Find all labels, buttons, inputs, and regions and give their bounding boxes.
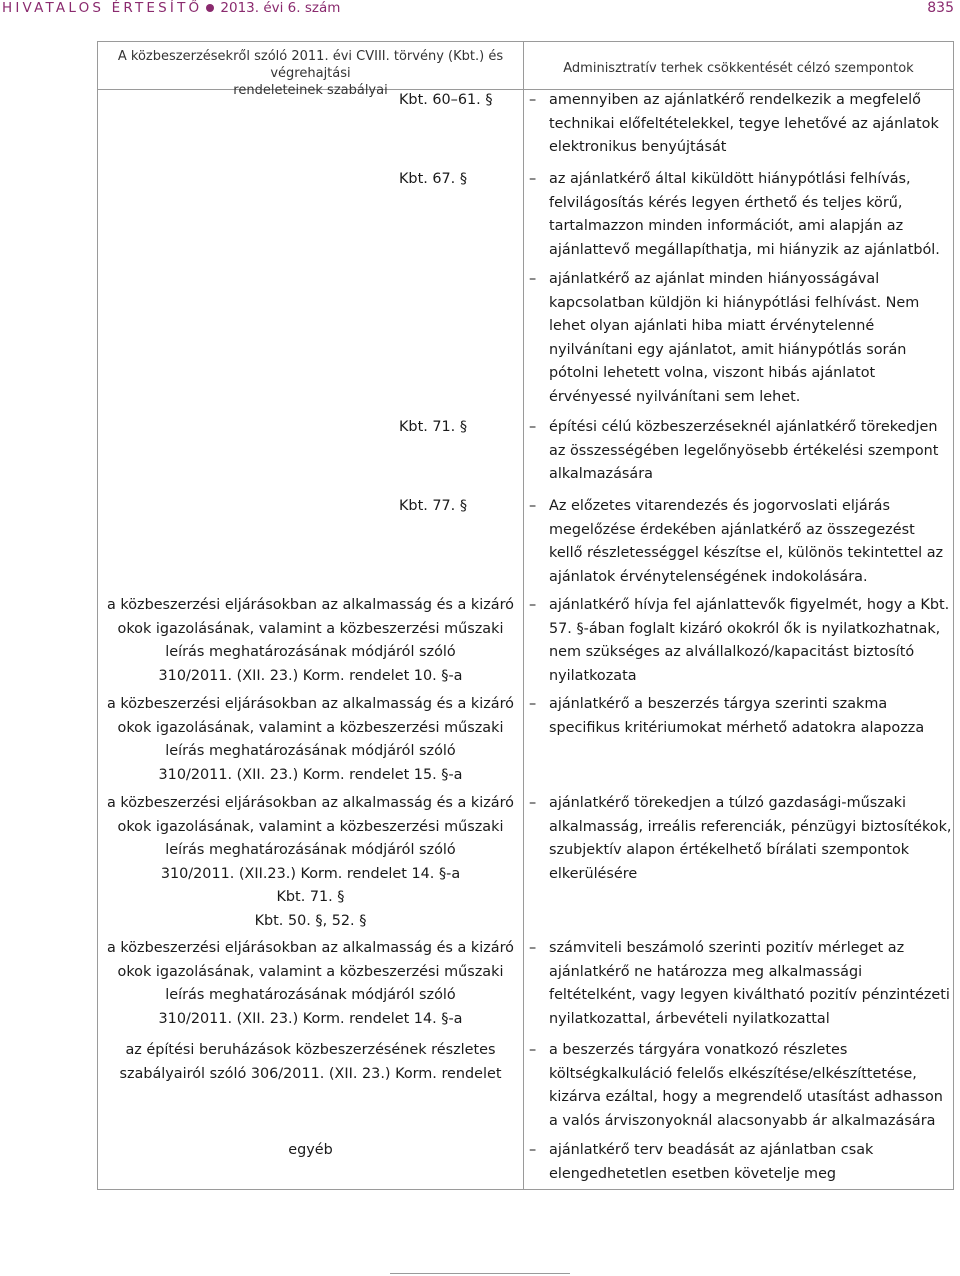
dash-marker: – [529,940,537,956]
bullet-line: kellő részletességgel készítse el, különös tekintettel az [549,545,944,561]
bullet-line: felvilágosítás kérés legyen érthető és teljes körű, [549,194,903,211]
bullet-line: ajánlatkérő ne határozza meg alkalmassági [549,963,863,980]
bullet-line: kizárva ezáltal, hogy a megrendelő utasítást adhasson [549,1089,943,1105]
bullet-text [549,89,953,160]
bullet-line: az összességében legelőnyösebb értékelési szempont [549,442,939,459]
bullet-text [549,594,953,688]
bullet-line: elkerülésére [549,865,638,882]
reference-line: 310/2011. (XII. 23.) Korm. rendelet 14. §-a [158,1010,463,1027]
bullet-line: nyilatkozata [549,667,637,684]
law-reference [98,693,523,787]
bullet-line: nyilatkozattal, árbevételi nyilatkozattal [549,1010,830,1027]
dash-marker: – [529,171,537,187]
law-reference: Kbt. 67. § [399,171,468,187]
bullet-line: tartalmazzon minden információt, ami alapján az [549,218,904,234]
reference-line: okok igazolásának, valamint a közbeszerzési műszaki [117,719,504,736]
reference-line: okok igazolásának, valamint a közbeszerzési műszaki [117,963,504,980]
reference-line: 310/2011. (XII.23.) Korm. rendelet 14. §-a [160,865,461,882]
bullet-line: nyilvánítani egy ajánlatot, amit hiánypótlás során [549,341,907,358]
bullet-line: építési célú közbeszerzéseknél ajánlatkérő törekedjen [549,419,938,435]
bullet-line: alkalmazására [549,466,653,482]
law-reference: Kbt. 60–61. § [399,92,493,108]
bullet-text [549,1139,953,1186]
bullet-line: számviteli beszámoló szerinti pozitív mérleget az [549,940,905,956]
dash-marker: – [529,795,537,811]
journal-name: HIVATALOS ÉRTESÍTŐ [2,0,203,16]
bullet-line: technikai előfeltételekkel, tegye lehetővé az ajánlatok [549,115,939,132]
bullet-line: nem szükséges az alvállalkozó/kapacitást biztosító [549,644,915,660]
law-reference [98,1039,523,1086]
bullet-line: ajánlatok érvénytelenségének indokolására. [549,568,868,585]
reference-line: okok igazolásának, valamint a közbeszerzési műszaki [117,818,504,835]
footer-rule [390,1273,570,1274]
left-header-line: rendeleteinek szabályai [233,83,388,98]
bullet-line: feltételként, vagy legyen kiváltható pozitív pénzintézeti [549,987,950,1003]
page-number: 835 [927,0,954,16]
bullet-line: specifikus kritériumokat mérhető adatokra alapozza [549,719,925,736]
bullet-text [549,416,953,487]
reference-line: 310/2011. (XII. 23.) Korm. rendelet 15. §-a [158,766,463,783]
reference-line: leírás meghatározásának módjáról szóló [165,644,456,660]
dash-marker: – [529,597,537,613]
bullet-line: elengedhetetlen esetben követelje meg [549,1165,837,1182]
law-reference [98,594,523,688]
reference-line: Kbt. 50. §, 52. § [254,912,367,929]
bullet-line: elektronikus benyújtását [549,139,727,155]
reference-line: szabályairól szóló 306/2011. (XII. 23.) Korm. rendelet [119,1065,502,1082]
reference-line: leírás meghatározásának módjáról szóló [165,743,456,759]
dash-marker: – [529,1142,537,1158]
bullet-line: érvényessé nyilvánítani sem lehet. [549,388,801,405]
law-reference: Kbt. 71. § [399,419,468,435]
reference-line: leírás meghatározásának módjáról szóló [165,842,456,858]
bullet-text [549,495,953,589]
reference-line: az építési beruházások közbeszerzésének részletes [125,1042,496,1058]
bullet-line: Az előzetes vitarendezés és jogorvoslati eljárás [549,498,890,514]
bullet-text [549,168,953,262]
bullet-line: lehet olyan ajánlati hiba miatt érvénytelenné [549,318,875,334]
reference-line: Kbt. 71. § [276,889,345,905]
reference-line: a közbeszerzési eljárásokban az alkalmasság és a kizáró [107,597,514,613]
reference-line: leírás meghatározásának módjáról szóló [165,987,456,1003]
law-reference: Kbt. 77. § [399,498,468,514]
reference-line: a közbeszerzési eljárásokban az alkalmasság és a kizáró [107,795,514,811]
reference-line: okok igazolásának, valamint a közbeszerzési műszaki [117,620,504,637]
reference-line: 310/2011. (XII. 23.) Korm. rendelet 10. §-a [158,667,463,684]
bullet-line: a valós árviszonyoknál alacsonyabb ár alkalmazására [549,1112,936,1129]
law-reference [98,1139,523,1163]
bullet-text [549,693,953,740]
dash-marker: – [529,696,537,712]
bullet-dot-icon [206,4,214,12]
bullet-line: ajánlatkérő hívja fel ajánlattevők figyelmét, hogy a Kbt. [549,597,950,613]
bullet-text [549,937,953,1031]
reference-line: a közbeszerzési eljárásokban az alkalmasság és a kizáró [107,940,514,956]
issue-label: 2013. évi 6. szám [220,0,341,16]
bullet-line: ajánlatkérő terv beadását az ajánlatban csak [549,1142,874,1158]
page-header [0,0,960,24]
bullet-line: ajánlatkérő törekedjen a túlzó gazdasági-műszaki [549,795,906,811]
bullet-line: kapcsolatban küldjön ki hiánypótlási felhívást. Nem [549,294,920,311]
bullet-line: 57. §-ában foglalt kizáró okokról ők is nyilatkozhatnak, [549,620,941,637]
reference-line: egyéb [288,1142,333,1158]
bullet-line: ajánlatkérő a beszerzés tárgya szerinti szakma [549,696,888,712]
bullet-line: megelőzése érdekében ajánlatkérő az összegezést [549,521,915,538]
bullet-line: amennyiben az ajánlatkérő rendelkezik a megfelelő [549,92,921,108]
dash-marker: – [529,271,537,287]
bullet-text [549,792,953,886]
bullet-line: az ajánlatkérő által kiküldött hiánypótlási felhívás, [549,171,911,187]
law-reference [98,792,523,933]
dash-marker: – [529,498,537,514]
bullet-line: pótolni lehetett volna, viszont hibás ajánlatot [549,365,876,381]
regulation-table [97,41,954,1190]
right-column-header: Adminisztratív terhek csökkentését célzó szempontok [563,61,914,76]
dash-marker: – [529,1042,537,1058]
bullet-line: ajánlatkérő az ajánlat minden hiányosságával [549,271,880,287]
left-header-line: A közbeszerzésekről szóló 2011. évi CVIII. törvény (Kbt.) és végrehajtási [117,49,504,81]
bullet-line: a beszerzés tárgyára vonatkozó részletes [549,1042,848,1058]
bullet-line: ajánlattevő megállapíthatja, mi hiányzik az ajánlatból. [549,241,940,258]
bullet-line: alkalmasság, irreális referenciák, pénzügyi biztosítékok, [549,818,952,835]
bullet-line: szubjektív alapon értékelhető bírálati szempontok [549,842,910,858]
column-divider [523,42,524,1189]
bullet-text [549,1039,953,1133]
bullet-line: költségkalkuláció felelős elkészítése/elkészíttetése, [549,1065,917,1082]
bullet-text [549,268,953,409]
journal-title [2,0,340,16]
reference-line: a közbeszerzési eljárásokban az alkalmasság és a kizáró [107,696,514,712]
dash-marker: – [529,92,537,108]
dash-marker: – [529,419,537,435]
law-reference [98,937,523,1031]
